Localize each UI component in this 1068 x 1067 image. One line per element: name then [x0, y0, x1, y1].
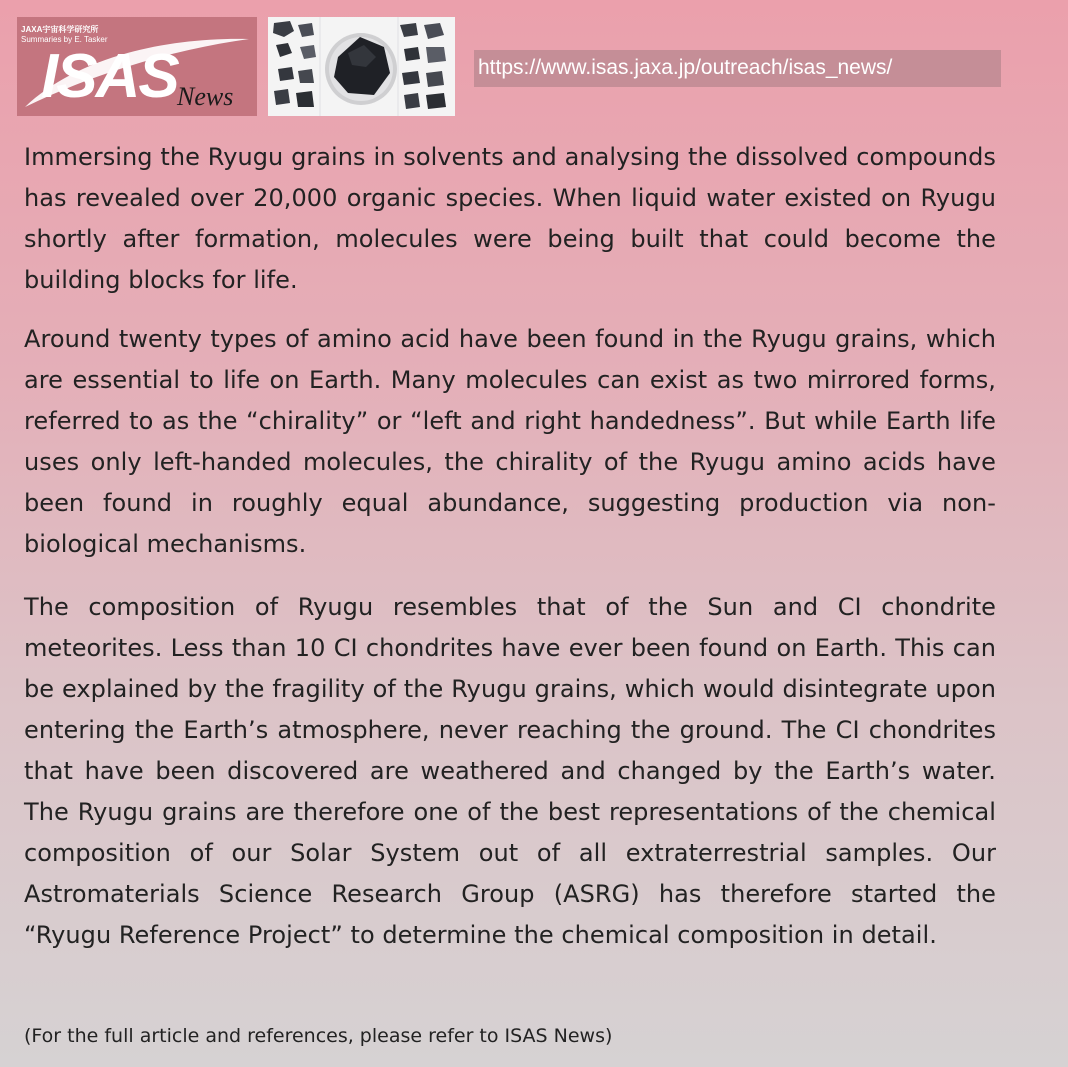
ryugu-samples-photo-icon [268, 17, 455, 116]
logo-news-word: News [177, 82, 234, 111]
ryugu-samples-photo [268, 17, 455, 116]
isas-news-url[interactable]: https://www.isas.jaxa.jp/outreach/isas_news/ [478, 56, 893, 79]
paragraph-composition: The composition of Ryugu resembles that of the Sun and CI chondrite meteorites. Less than 10 CI chondrites have ever been found on Earth. This can be explained by the fragility of the Ryugu grains, which would disintegrate upon entering the Earth’s atmosphere, never reaching the ground. The CI chondrites that have been discovered are weathered and changed by the Earth’s water. The Ryugu grains are therefore one of the best representations of the chemical composition of our Solar System out of all extraterrestrial samples. Our Astromaterials Science Research Group (ASRG) has therefore started the “Ryugu Reference Project” to determine the chemical composition in detail. [24, 593, 996, 949]
logo-org-text: JAXA宇宙科学研究所 [21, 25, 99, 34]
paragraph-organic-species: Immersing the Ryugu grains in solvents and analysing the dissolved compounds has revealed over 20,000 organic species. When liquid water existed on Ryugu shortly after formation, molecules were being built that could become the building blocks for life. [24, 143, 996, 294]
isas-news-logo [17, 17, 257, 116]
paragraph-amino-acids: Around twenty types of amino acid have been found in the Ryugu grains, which are essential to life on Earth. Many molecules can exist as two mirrored forms, referred to as the “chirality” or “left and right handedness”. But while Earth life uses only left-handed molecules, the chirality of the Ryugu amino acids have been found in roughly equal abundance, suggesting production via non-biological mechanisms. [24, 325, 996, 558]
footnote: (For the full article and references, please refer to ISAS News) [24, 1025, 613, 1047]
logo-wordmark: ISAS [41, 42, 178, 111]
logo-byline: Summaries by E. Tasker [21, 35, 108, 44]
url-bar[interactable] [474, 50, 1001, 87]
